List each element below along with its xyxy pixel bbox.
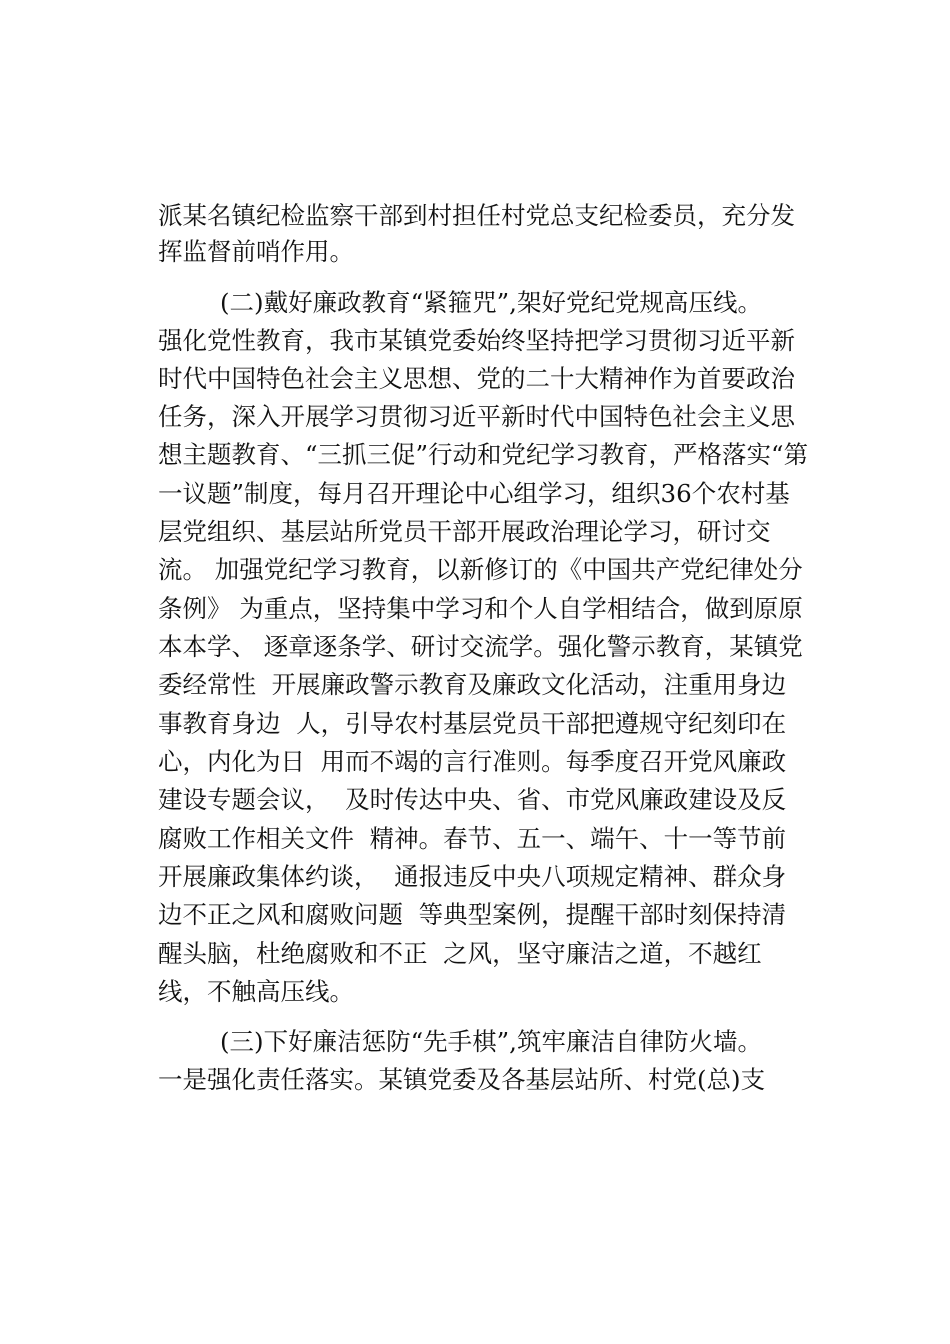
section-heading-2: (二)戴好廉政教育“紧箍咒”,架好党纪党规高压线。 (220, 288, 762, 317)
text-line: 任务，深入开展学习贯彻习近平新时代中国特色社会主义思 (158, 402, 795, 431)
text-line: 流。 加强党纪学习教育，以新修订的《中国共产党纪律处分 (158, 555, 803, 584)
text-line: 开展廉政集体约谈， 通报违反中央八项规定精神、群众身 (158, 862, 787, 891)
text-line: 强化党性教育，我市某镇党委始终坚持把学习贯彻习近平新 (158, 326, 795, 355)
text-line: 挥监督前哨作用。 (158, 237, 354, 266)
text-line: 时代中国特色社会主义思想、党的二十大精神作为首要政治 (158, 364, 795, 393)
text-line: 本本学、 逐章逐条学、研讨交流学。强化警示教育，某镇党 (158, 632, 803, 661)
text-line: 建设专题会议， 及时传达中央、省、市党风廉政建设及反 (158, 785, 787, 814)
text-line: 委经常性 开展廉政警示教育及廉政文化活动，注重用身边 (158, 670, 787, 699)
text-line: 线，不触高压线。 (158, 977, 354, 1006)
text-line: 醒头脑，杜绝腐败和不正 之风，坚守廉洁之道，不越红 (158, 939, 762, 968)
section-heading-3: (三)下好廉洁惩防“先手棋”,筑牢廉洁自律防火墙。 (220, 1027, 762, 1056)
text-line: 心，内化为日 用而不竭的言行准则。每季度召开党风廉政 (158, 747, 787, 776)
text-line: 一是强化责任落实。某镇党委及各基层站所、村党(总)支 (158, 1065, 766, 1094)
text-line: 层党组织、基层站所党员干部开展政治理论学习，研讨交 (158, 517, 771, 546)
text-line: 腐败工作相关文件 精神。春节、五一、端午、十一等节前 (158, 824, 787, 853)
text-line: 条例》 为重点，坚持集中学习和个人自学相结合，做到原原 (158, 594, 803, 623)
text-line: 想主题教育、“三抓三促”行动和党纪学习教育，严格落实“第 (158, 440, 809, 469)
text-line: 派某名镇纪检监察干部到村担任村党总支纪检委员，充分发 (158, 201, 795, 230)
text-line: 一议题”制度，每月召开理论中心组学习，组织36个农村基 (158, 479, 790, 508)
text-line: 边不正之风和腐败问题 等典型案例，提醒干部时刻保持清 (158, 900, 787, 929)
text-line: 事教育身边 人，引导农村基层党员干部把遵规守纪刻印在 (158, 709, 787, 738)
